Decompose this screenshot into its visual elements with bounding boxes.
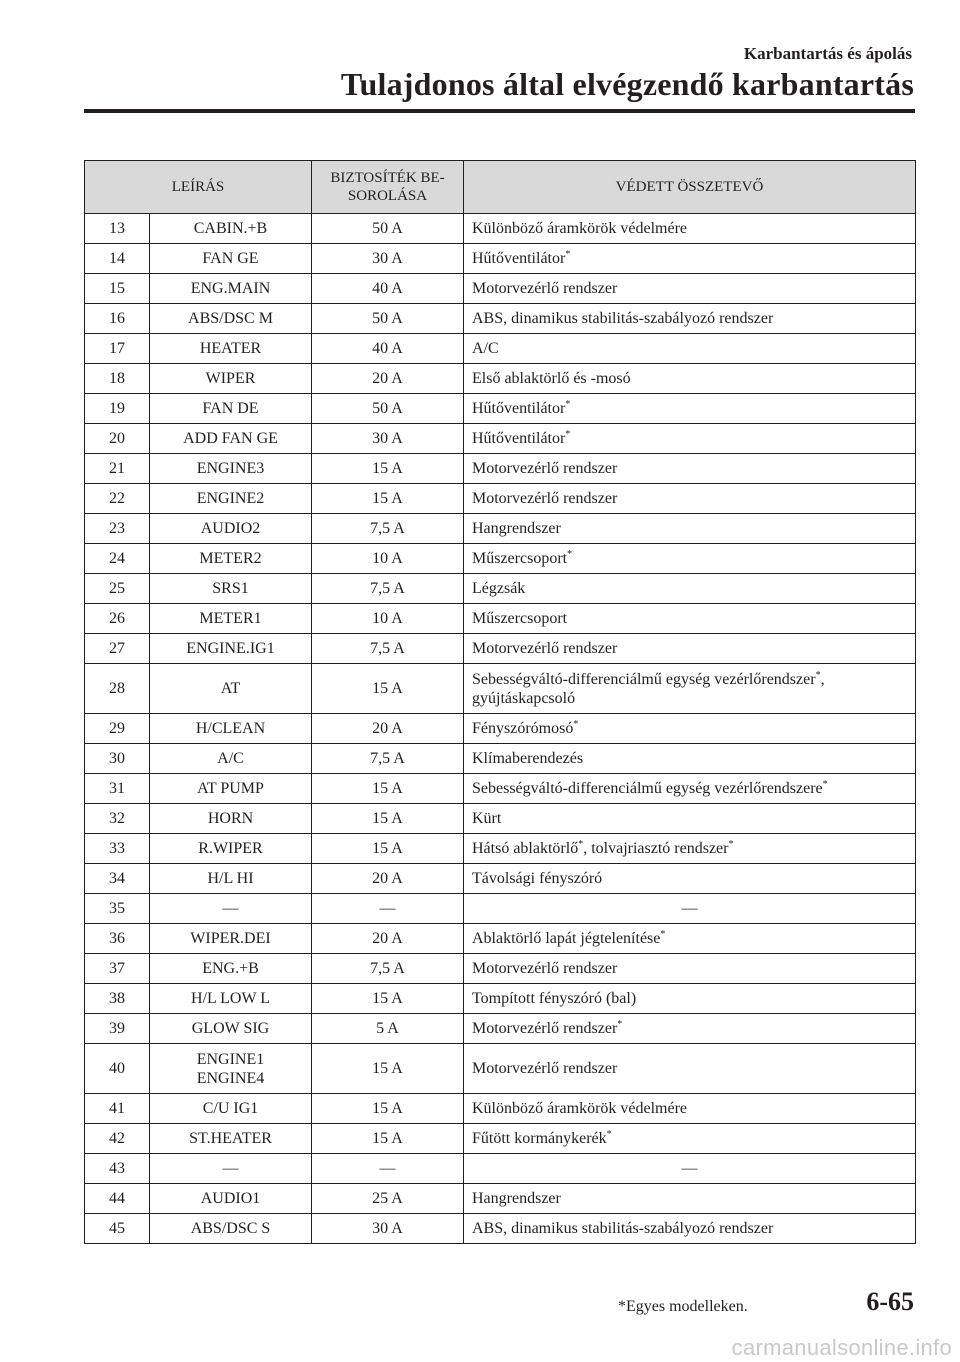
footnote-marker: * [606,1129,612,1140]
footnote-marker: * [617,1019,623,1030]
fuse-number: 16 [85,304,150,334]
fuse-rating: 7,5 A [312,954,464,984]
fuse-number: 43 [85,1154,150,1184]
table-row [85,634,916,664]
protected-component: Fűtött kormánykerék [472,1130,607,1147]
table-row [85,424,916,454]
fuse-name: C/U IG1 [202,1100,259,1117]
fuse-number: 34 [85,864,150,894]
fuse-number: 17 [85,334,150,364]
fuse-number: 25 [85,574,150,604]
protected-component-cell [464,1214,916,1244]
protected-component: Sebességváltó-differenciálmű egység vezérlőrendszer [472,670,816,688]
fuse-name-cell [150,1154,312,1184]
protected-component-cell [464,664,916,714]
fuse-name: WIPER [205,370,256,387]
protected-component-cell [464,574,916,604]
protected-component: Első ablaktörlő és -mosó [472,370,631,387]
fuse-rating: 15 A [312,804,464,834]
column-header-fuse-rating: BIZTOSÍTÉK BE- SOROLÁSA [312,161,464,214]
table-row [85,1044,916,1094]
fuse-name: ADD FAN GE [183,430,278,447]
protected-component-cell [464,1124,916,1154]
fuse-rating: 15 A [312,774,464,804]
table-row [85,244,916,274]
fuse-rating: — [312,894,464,924]
fuse-number: 14 [85,244,150,274]
fuse-rating: 7,5 A [312,514,464,544]
fuse-name: GLOW SIG [191,1020,270,1037]
fuse-name-line2: ENGINE4 [196,1069,265,1087]
fuse-name-cell [150,424,312,454]
page-number: 6-65 [866,1287,914,1316]
protected-component: — [681,1160,698,1177]
fuse-name-cell [150,894,312,924]
fuse-rating: — [312,1154,464,1184]
table-row [85,714,916,744]
table-row [85,1094,916,1124]
footnote-marker: * [565,249,571,260]
protected-component-cell [464,864,916,894]
protected-component-cell [464,984,916,1014]
fuse-rating: 15 A [312,1124,464,1154]
fuse-name: FAN GE [202,250,259,267]
fuse-name: H/L HI [207,870,254,887]
fuse-number: 28 [85,664,150,714]
table-row [85,984,916,1014]
fuse-name-cell [150,544,312,574]
protected-component: Motorvezérlő rendszer [472,640,618,657]
protected-component-cell [464,1044,916,1094]
fuse-name: WIPER.DEI [190,930,271,947]
protected-component: Fényszórómosó [472,720,574,737]
fuse-name: SRS1 [212,580,249,597]
fuse-name-cell [150,634,312,664]
column-header-description: LEÍRÁS [85,161,312,214]
protected-component-cell [464,804,916,834]
protected-component-cell [464,714,916,744]
protected-component-cell [464,744,916,774]
table-row [85,1214,916,1244]
fuse-name-cell [150,924,312,954]
fuse-rating: 30 A [312,424,464,454]
footnote-marker: * [565,429,571,440]
table-header-row [85,161,916,214]
fuse-name-cell [150,574,312,604]
protected-component-cell [464,364,916,394]
table-row [85,744,916,774]
footnote: *Egyes modelleken. [618,1298,748,1315]
fuse-number: 21 [85,454,150,484]
fuse-name-cell [150,304,312,334]
fuse-name: — [222,1160,239,1177]
protected-component: — [681,900,698,917]
protected-component-cell [464,424,916,454]
protected-component: Motorvezérlő rendszer [472,280,618,297]
fuse-number: 38 [85,984,150,1014]
table-body [85,214,916,1244]
protected-component: Tompított fényszóró (bal) [472,990,637,1007]
fuse-name: FAN DE [202,400,259,417]
protected-component: Motorvezérlő rendszer [472,960,618,977]
fuse-name-cell [150,1214,312,1244]
fuse-name: HEATER [199,340,262,357]
fuse-rating: 30 A [312,1214,464,1244]
table-row [85,924,916,954]
fuse-name: R.WIPER [198,840,263,857]
protected-component-cell [464,544,916,574]
fuse-name-cell [150,744,312,774]
protected-component-cont: , [820,670,825,688]
fuse-name-cell [150,514,312,544]
protected-component-cell [464,304,916,334]
protected-component-cell [464,1154,916,1184]
fuse-rating: 15 A [312,484,464,514]
fuse-name-cell [150,454,312,484]
fuse-number: 13 [85,214,150,244]
fuse-number: 45 [85,1214,150,1244]
fuse-number: 41 [85,1094,150,1124]
fuse-number: 27 [85,634,150,664]
protected-component: Motorvezérlő rendszer [472,1020,618,1037]
fuse-name-cell [150,1184,312,1214]
fuse-name: A/C [217,750,244,767]
fuse-name-cell [150,1124,312,1154]
fuse-name: H/CLEAN [195,720,266,737]
fuse-rating: 7,5 A [312,634,464,664]
footnote-marker: * [660,929,666,940]
protected-component-cell [464,1094,916,1124]
fuse-number: 26 [85,604,150,634]
table-row [85,214,916,244]
protected-component: ABS, dinamikus stabilitás-szabályozó rendszer [472,310,774,327]
protected-component: Hangrendszer [472,1190,561,1207]
fuse-rating: 30 A [312,244,464,274]
protected-component-cell [464,244,916,274]
protected-component: Motorvezérlő rendszer [472,490,618,507]
fuse-number: 39 [85,1014,150,1044]
table-row [85,954,916,984]
fuse-rating: 25 A [312,1184,464,1214]
fuse-name: METER2 [199,550,262,567]
protected-component: Távolsági fényszóró [472,870,603,887]
table-row [85,1124,916,1154]
page-title: Tulajdonos által elvégzendő karbantartás [340,66,914,102]
fuse-number: 36 [85,924,150,954]
fuse-name-cell [150,834,312,864]
fuse-number: 23 [85,514,150,544]
protected-component-cell [464,1184,916,1214]
protected-component-cell [464,274,916,304]
table-row [85,1154,916,1184]
protected-component-cell [464,484,916,514]
protected-component: Motorvezérlő rendszer [472,460,618,477]
table-row [85,544,916,574]
protected-component: Különböző áramkörök védelmére [472,220,688,237]
protected-component-cell [464,634,916,664]
fuse-name: AT PUMP [197,780,264,797]
table-row [85,804,916,834]
fuse-rating: 15 A [312,454,464,484]
fuse-name: AUDIO1 [200,1190,261,1207]
protected-component-cell [464,214,916,244]
protected-component: Légzsák [472,580,526,597]
fuse-name-cell [150,864,312,894]
header-divider [84,109,915,113]
table-row [85,484,916,514]
fuse-name: CABIN.+B [193,220,268,237]
table-row [85,774,916,804]
fuse-name: ENGINE2 [196,490,265,507]
table-row [85,364,916,394]
fuse-number: 29 [85,714,150,744]
protected-component-cell [464,894,916,924]
protected-component: A/C [472,340,499,357]
fuse-rating: 10 A [312,544,464,574]
fuse-number: 33 [85,834,150,864]
protected-component: Klímaberendezés [472,750,584,767]
protected-component: Hűtőventilátor [472,430,566,447]
fuse-name-cell [150,604,312,634]
fuse-number: 42 [85,1124,150,1154]
fuse-number: 22 [85,484,150,514]
fuse-name-cell [150,774,312,804]
protected-component-line2: gyújtáskapcsoló [472,689,576,707]
protected-component: Motorvezérlő rendszer [472,1060,618,1077]
footnote-marker: * [728,839,734,850]
fuse-name-cell [150,714,312,744]
footnote-marker: * [565,399,571,410]
fuse-number: 32 [85,804,150,834]
protected-component-cell [464,834,916,864]
protected-component: Műszercsoport [472,610,568,627]
protected-component-cell [464,334,916,364]
fuse-rating: 10 A [312,604,464,634]
footnote-marker: * [815,669,821,681]
table-row [85,574,916,604]
fuse-name: H/L LOW L [190,990,271,1007]
fuse-rating: 40 A [312,274,464,304]
protected-component-cell [464,454,916,484]
protected-component: Hűtőventilátor [472,250,566,267]
protected-component: Hangrendszer [472,520,561,537]
fuse-rating: 15 A [312,1094,464,1124]
table-row [85,454,916,484]
fuse-name: — [222,900,239,917]
fuse-name: ENGINE.IG1 [186,640,275,657]
fuse-rating: 7,5 A [312,574,464,604]
fuse-name: ENG.+B [202,960,259,977]
fuse-number: 44 [85,1184,150,1214]
table-row [85,394,916,424]
protected-component: ABS, dinamikus stabilitás-szabályozó rendszer [472,1220,774,1237]
fuse-name-cell [150,364,312,394]
fuse-name-cell [150,214,312,244]
footnote-marker: * [567,549,573,560]
table-row [85,334,916,364]
table-row [85,1014,916,1044]
protected-component: Kürt [472,810,502,827]
table-row [85,274,916,304]
table-row [85,304,916,334]
fuse-number: 15 [85,274,150,304]
fuse-number: 24 [85,544,150,574]
fuse-rating: 20 A [312,714,464,744]
protected-component: Hátsó ablaktörlő [472,840,579,857]
watermark: carmanualsonline.info [731,1335,952,1360]
fuse-name-cell [150,984,312,1014]
fuse-rating: 20 A [312,924,464,954]
fuse-rating: 50 A [312,394,464,424]
footnote-marker: * [578,839,584,850]
fuse-name: AT [220,680,241,697]
fuse-name-cell [150,664,312,714]
fuse-name-cell [150,1044,312,1094]
fuse-table [84,160,916,1244]
fuse-rating: 15 A [312,834,464,864]
fuse-name: METER1 [199,610,262,627]
protected-component-cell [464,954,916,984]
fuse-name: AUDIO2 [200,520,261,537]
protected-component-cell [464,1014,916,1044]
fuse-name-cell [150,484,312,514]
fuse-rating: 20 A [312,364,464,394]
fuse-name: ENGINE3 [196,460,265,477]
table-row [85,894,916,924]
protected-component: Sebességváltó-differenciálmű egység vezérlőrendszere [472,780,823,797]
table-row [85,834,916,864]
fuse-name: ABS/DSC S [190,1220,271,1237]
protected-component-cell [464,604,916,634]
protected-component-cell [464,924,916,954]
fuse-name-cell [150,244,312,274]
protected-component-cell [464,514,916,544]
table-row [85,1184,916,1214]
fuse-number: 18 [85,364,150,394]
fuse-name-cell [150,394,312,424]
fuse-rating: 5 A [312,1014,464,1044]
table-row [85,864,916,894]
fuse-rating: 20 A [312,864,464,894]
fuse-name: ABS/DSC M [188,310,273,327]
fuse-name: ST.HEATER [189,1130,272,1147]
fuse-rating: 15 A [312,984,464,1014]
fuse-name-cell [150,954,312,984]
fuse-name: ENGINE1 [196,1050,265,1068]
fuse-number: 30 [85,744,150,774]
fuse-number: 37 [85,954,150,984]
fuse-rating: 15 A [312,1044,464,1094]
fuse-number: 20 [85,424,150,454]
protected-component: Hűtőventilátor [472,400,566,417]
fuse-name-cell [150,334,312,364]
table-row [85,514,916,544]
fuse-rating: 15 A [312,664,464,714]
table-row [85,604,916,634]
protected-component: Ablaktörlő lapát jégtelenítése [472,930,661,947]
section-label: Karbantartás és ápolás [743,44,912,63]
fuse-rating: 7,5 A [312,744,464,774]
table-row [85,664,916,714]
fuse-number: 19 [85,394,150,424]
protected-component-cell [464,394,916,424]
fuse-number: 31 [85,774,150,804]
fuse-number: 40 [85,1044,150,1094]
protected-component-cell [464,774,916,804]
footnote-marker: * [822,779,828,790]
fuse-name-cell [150,804,312,834]
protected-component-cont: , tolvajriasztó rendszer [583,840,729,857]
protected-component: Különböző áramkörök védelmére [472,1100,688,1117]
column-header-protected-component: VÉDETT ÖSSZETEVŐ [464,161,916,214]
fuse-name-cell [150,1094,312,1124]
fuse-name-cell [150,274,312,304]
fuse-rating: 50 A [312,214,464,244]
fuse-name: HORN [207,810,254,827]
fuse-rating: 50 A [312,304,464,334]
fuse-name: ENG.MAIN [190,280,271,297]
protected-component: Műszercsoport [472,550,568,567]
fuse-number: 35 [85,894,150,924]
fuse-rating: 40 A [312,334,464,364]
footnote-marker: * [573,719,579,730]
fuse-name-cell [150,1014,312,1044]
